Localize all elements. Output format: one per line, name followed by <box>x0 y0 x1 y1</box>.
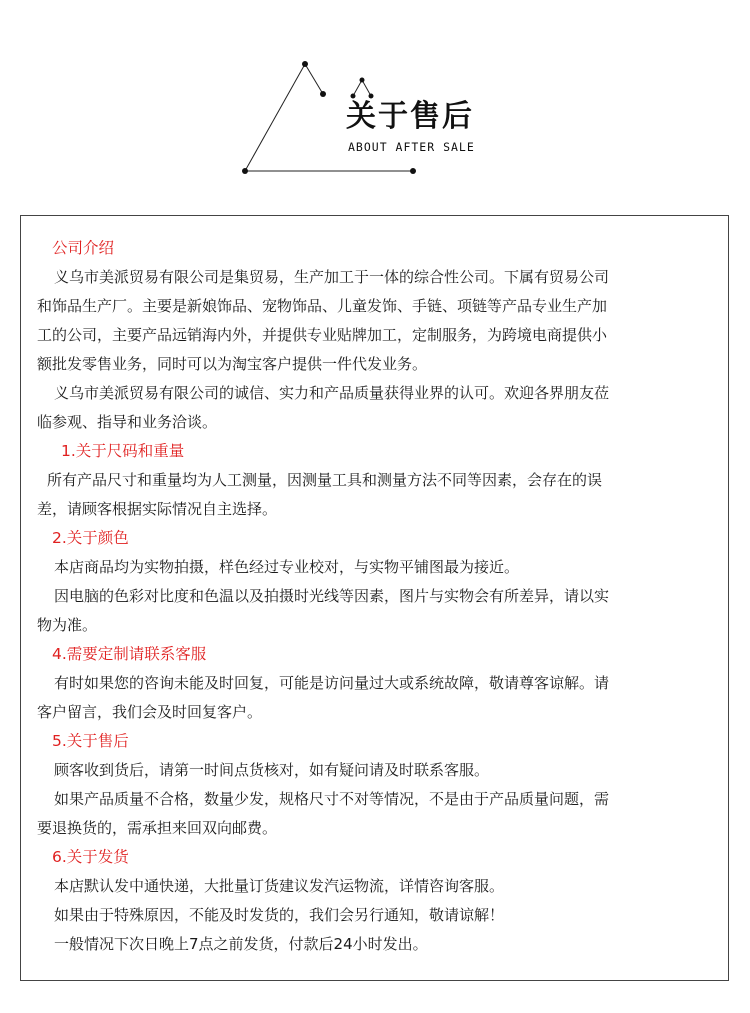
triangle-left-edge <box>245 64 305 171</box>
dot-peak-top <box>360 78 365 83</box>
company-intro-line: 义乌市美派贸易有限公司的诚信、实力和产品质量获得业界的认可。欢迎各界朋友莅 <box>54 384 610 402</box>
after-sale-line: 顾客收到货后，请第一时间点货核对，如有疑问请及时联系客服。 <box>54 761 490 779</box>
section-heading-shipping: 6.关于发货 <box>52 848 129 866</box>
section-heading-customization: 4.需要定制请联系客服 <box>52 645 207 663</box>
section-heading-size-weight: 1.关于尺码和重量 <box>61 442 185 460</box>
section-heading-color: 2.关于颜色 <box>52 529 129 547</box>
size-weight-line: 所有产品尺寸和重量均为人工测量，因测量工具和测量方法不同等因素，会存在的误 <box>47 471 603 489</box>
customization-line: 客户留言，我们会及时回复客户。 <box>37 703 263 721</box>
section-heading-after-sale: 5.关于售后 <box>52 732 129 750</box>
after-sale-line: 要退换货的，需承担来回双向邮费。 <box>37 819 278 837</box>
section-heading-company: 公司介绍 <box>52 239 115 257</box>
after-sale-info-box <box>20 215 729 981</box>
small-peak-right <box>362 80 371 96</box>
dot-inner <box>320 91 326 97</box>
color-line: 本店商品均为实物拍摄，样色经过专业校对，与实物平铺图最为接近。 <box>54 558 520 576</box>
customization-line: 有时如果您的咨询未能及时回复，可能是访问量过大或系统故障，敬请尊客谅解。请 <box>54 674 610 692</box>
dot-base-left <box>242 168 248 174</box>
color-line: 因电脑的色彩对比度和色温以及拍摄时光线等因素，图片与实物会有所差异，请以实 <box>54 587 610 605</box>
company-intro-line: 义乌市美派贸易有限公司是集贸易，生产加工于一体的综合性公司。下属有贸易公司 <box>54 268 610 286</box>
shipping-line: 一般情况下次日晚上7点之前发货，付款后24小时发出。 <box>54 935 428 953</box>
company-intro-line: 额批发零售业务，同时可以为淘宝客户提供一件代发业务。 <box>37 355 428 373</box>
size-weight-line: 差，请顾客根据实际情况自主选择。 <box>37 500 278 518</box>
color-line: 物为准。 <box>37 616 98 634</box>
triangle-inner-edge <box>305 64 323 94</box>
dot-top <box>302 61 308 67</box>
shipping-line: 如果由于特殊原因，不能及时发货的，我们会另行通知，敬请谅解！ <box>54 906 505 924</box>
shipping-line: 本店默认发中通快递，大批量订货建议发汽运物流，详情咨询客服。 <box>54 877 505 895</box>
company-intro-line: 和饰品生产厂。主要是新娘饰品、宠物饰品、儿童发饰、手链、项链等产品专业生产加 <box>37 297 608 315</box>
dot-peak-left <box>351 94 356 99</box>
page-title: 关于售后 <box>346 99 474 134</box>
dot-base-right <box>410 168 416 174</box>
page-subtitle: ABOUT AFTER SALE <box>348 140 475 154</box>
company-intro-line: 临参观、指导和业务洽谈。 <box>37 413 218 431</box>
company-intro-line: 工的公司，主要产品远销海内外，并提供专业贴牌加工，定制服务，为跨境电商提供小 <box>37 326 608 344</box>
small-peak-left <box>353 80 362 96</box>
after-sale-line: 如果产品质量不合格，数量少发，规格尺寸不对等情况，不是由于产品质量问题，需 <box>54 790 610 808</box>
dot-peak-right <box>369 94 374 99</box>
